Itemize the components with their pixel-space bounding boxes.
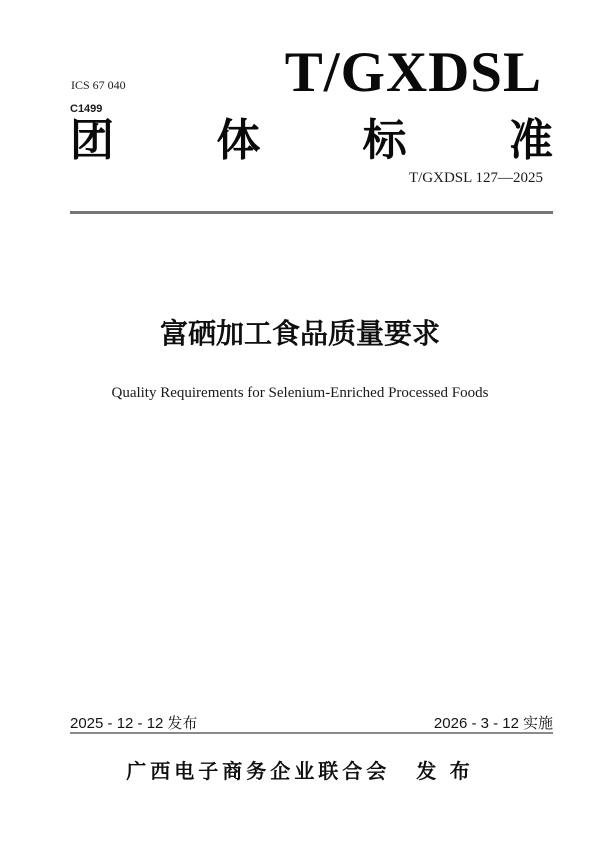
issue-label: 发布 — [167, 715, 198, 732]
ics-code: ICS 67 040 — [71, 78, 126, 92]
implement-date: 2026 - 3 - 12 — [433, 715, 519, 732]
standard-type-char-1: 团 — [70, 116, 114, 165]
publisher-row — [0, 755, 600, 784]
classification-code: C1499 — [70, 103, 103, 115]
standard-type-char-4: 准 — [508, 116, 553, 165]
issue-date: 2025 - 12 - 12 — [70, 715, 164, 732]
standard-type-char-2: 体 — [216, 116, 261, 165]
footer-divider — [70, 732, 553, 734]
publish-action: 发 布 — [416, 761, 474, 783]
document-title-en: Quality Requirements for Selenium-Enriched Processed Foods — [111, 385, 489, 401]
implement-date-group — [434, 712, 553, 733]
date-row — [70, 712, 553, 733]
header-divider — [70, 211, 553, 214]
standard-type-title — [70, 117, 553, 165]
standard-org-logo: T/GXDSL — [284, 41, 542, 104]
standard-type-char-3: 标 — [362, 116, 407, 165]
issue-date-group — [70, 712, 197, 733]
standard-number: T/GXDSL 127—2025 — [408, 170, 543, 186]
publisher-name: 广西电子商务企业联合会 — [126, 761, 391, 783]
document-title-zh: 富硒加工食品质量要求 — [159, 318, 440, 349]
implement-label: 实施 — [522, 715, 553, 732]
